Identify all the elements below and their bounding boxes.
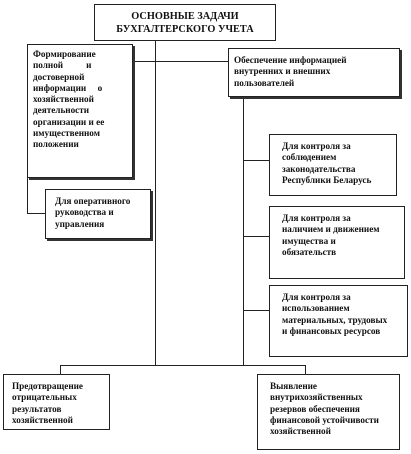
- form-info-line: достоверной: [33, 71, 85, 82]
- reserves-line: Выявление: [270, 381, 318, 391]
- control-resources-line: материальных, трудовых: [282, 314, 388, 325]
- form-info-line: информации о: [33, 82, 103, 93]
- connector-left-to-sub: [27, 213, 45, 214]
- title-line-1: ОСНОВНЫЕ ЗАДАЧИ: [131, 11, 239, 22]
- form-info-line: Формирование: [33, 49, 96, 59]
- control-property-line: Для контроля за: [282, 213, 351, 223]
- form-info-line: полной и: [33, 60, 92, 71]
- control-property-line: обязательств: [282, 246, 337, 257]
- reserves-line: финансовой устойчивости: [270, 414, 379, 425]
- prevent-line: результатов: [12, 403, 62, 414]
- title-box: [94, 4, 276, 41]
- operational-line: руководства и: [55, 207, 114, 218]
- prevent-line: хозяйственной: [12, 414, 73, 425]
- connector-right-vertical: [243, 97, 244, 365]
- prevent-line: отрицательных: [12, 392, 77, 403]
- box-prevent-negative-results: [3, 374, 110, 430]
- connector-right-sub-3: [243, 310, 269, 311]
- box-operational-management: [45, 189, 151, 239]
- prevent-line: Предотвращение: [12, 381, 84, 391]
- connector-bottom-left: [60, 365, 61, 374]
- connector-title-to-trunk: [155, 40, 156, 366]
- operational-line: управления: [55, 218, 105, 229]
- provide-info-line: Обеспечение информацией: [234, 55, 347, 65]
- control-legislation-line: Республики Беларусь: [282, 174, 372, 185]
- control-legislation-line: соблюдением: [282, 152, 337, 163]
- connector-bottom-right: [305, 365, 306, 374]
- connector-bottom-horizontal: [60, 365, 305, 366]
- control-property-line: наличием и движением: [282, 224, 380, 235]
- box-control-legislation: [269, 134, 397, 196]
- connector-right-sub-2: [243, 236, 269, 237]
- form-info-line: деятельности: [33, 105, 90, 116]
- control-resources-line: использованием: [282, 303, 350, 314]
- box-control-resources: [269, 285, 408, 357]
- provide-info-line: внутренних и внешних: [234, 66, 331, 77]
- provide-info-line: пользователей: [234, 77, 295, 88]
- control-legislation-line: Для контроля за: [282, 141, 351, 151]
- control-property-line: имущества и: [282, 235, 336, 246]
- control-resources-line: Для контроля за: [282, 292, 351, 302]
- box-form-information: [27, 44, 133, 178]
- form-info-line: хозяйственной: [33, 94, 94, 105]
- reserves-line: хозяйственной: [270, 426, 331, 437]
- form-info-line: имущественном: [33, 128, 100, 139]
- box-identify-reserves: [257, 374, 400, 450]
- control-resources-line: и финансовых ресурсов: [282, 325, 381, 336]
- operational-line: Для оперативного: [55, 196, 131, 206]
- reserves-line: резервов обеспечения: [270, 403, 360, 414]
- control-legislation-line: законодательства: [282, 163, 356, 174]
- box-control-property: [269, 206, 405, 279]
- box-provide-information: [228, 48, 400, 97]
- title-line-2: БУХГАЛТЕРСКОГО УЧЕТА: [116, 24, 254, 35]
- form-info-line: организации и ее: [33, 116, 105, 127]
- form-info-line: положении: [33, 139, 79, 150]
- connector-right-sub-1: [243, 160, 269, 161]
- reserves-line: внутрихозяйственных: [270, 392, 363, 403]
- connector-left-vertical: [27, 178, 28, 214]
- connector-trunk-to-right: [155, 61, 228, 62]
